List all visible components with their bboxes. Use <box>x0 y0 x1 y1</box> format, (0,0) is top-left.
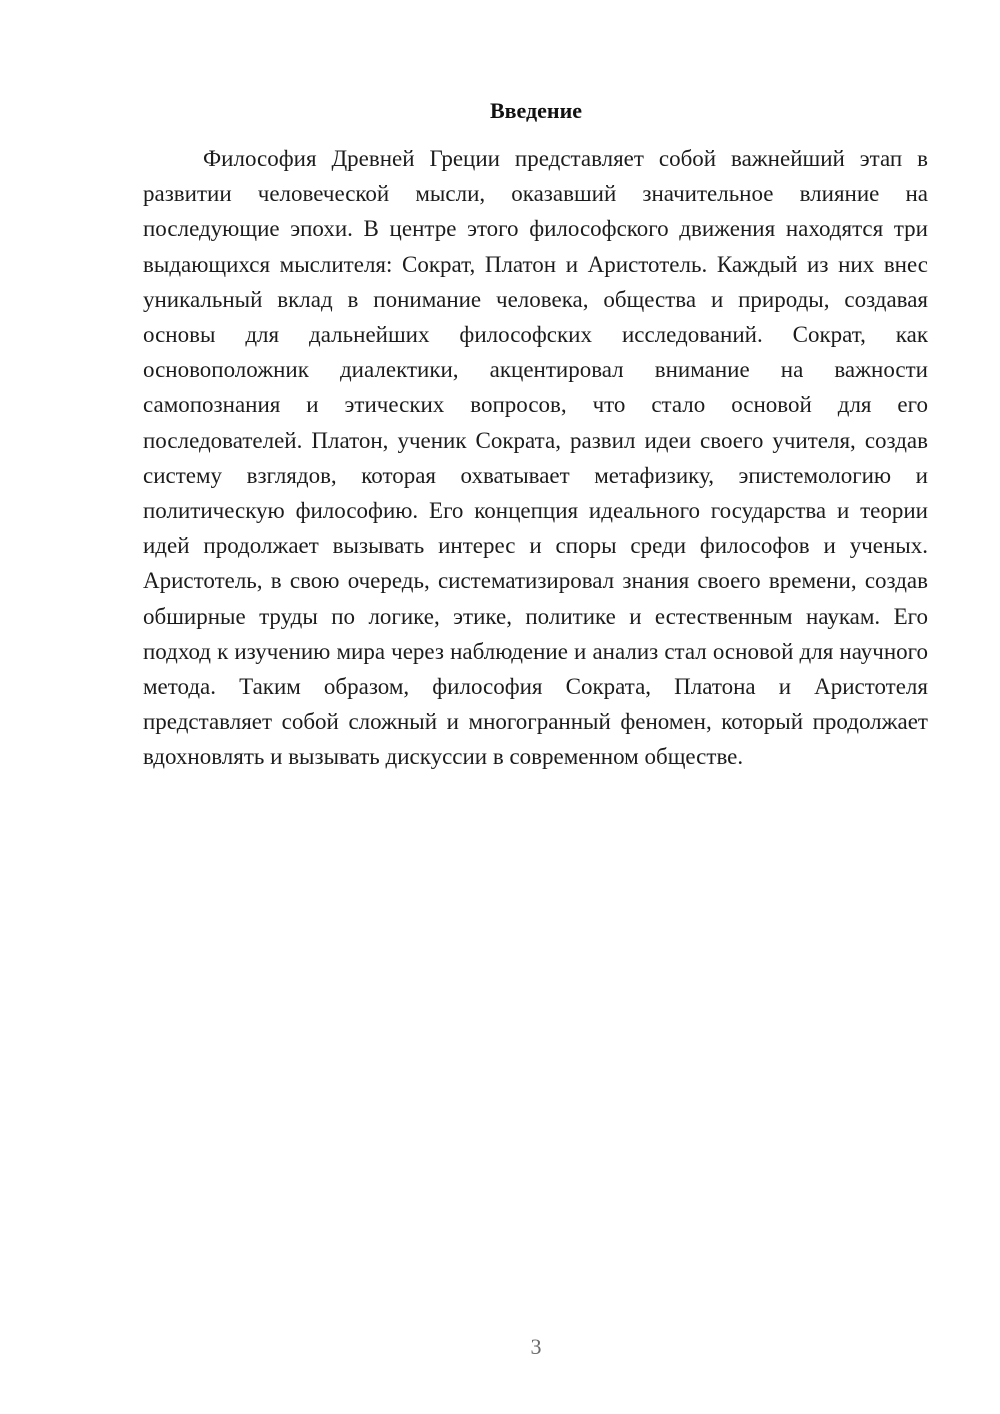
page-number: 3 <box>530 1334 542 1359</box>
section-heading: Введение <box>489 98 583 123</box>
body-paragraph: Философия Древней Греции представляет собой важнейший этап в развитии человеческой мысли, оказавший значительное влияние на последующие эпохи. В центре этого философского движения находятся три выдающихся мыслителя: Сократ, Платон и Аристотель. Каждый из них внес уникальный вклад в понимание человека, общества и природы, создавая основы для дальнейших философских исследований. Сократ, как основоположник диалектики, акцентировал внимание на важности самопознания и этических вопросов, что стало основой для его последователей. Платон, ученик Сократа, развил идеи своего учителя, создав систему взглядов, которая охватывает метафизику, эпистемологию и политическую философию. Его концепция идеального государства и теории идей продолжает вызывать интерес и споры среди философов и ученых. Аристотель, в свою очередь, систематизировал знания своего времени, создав обширные труды по логике, этике, политике и естественным наукам. Его подход к изучению мира через наблюдение и анализ стал основой для научного метода. Таким образом, философия Сократа, Платона и Аристотеля представляет собой сложный и многогранный феномен, который продолжает вдохновлять и вызывать дискуссии в современном обществе. <box>143 146 928 770</box>
